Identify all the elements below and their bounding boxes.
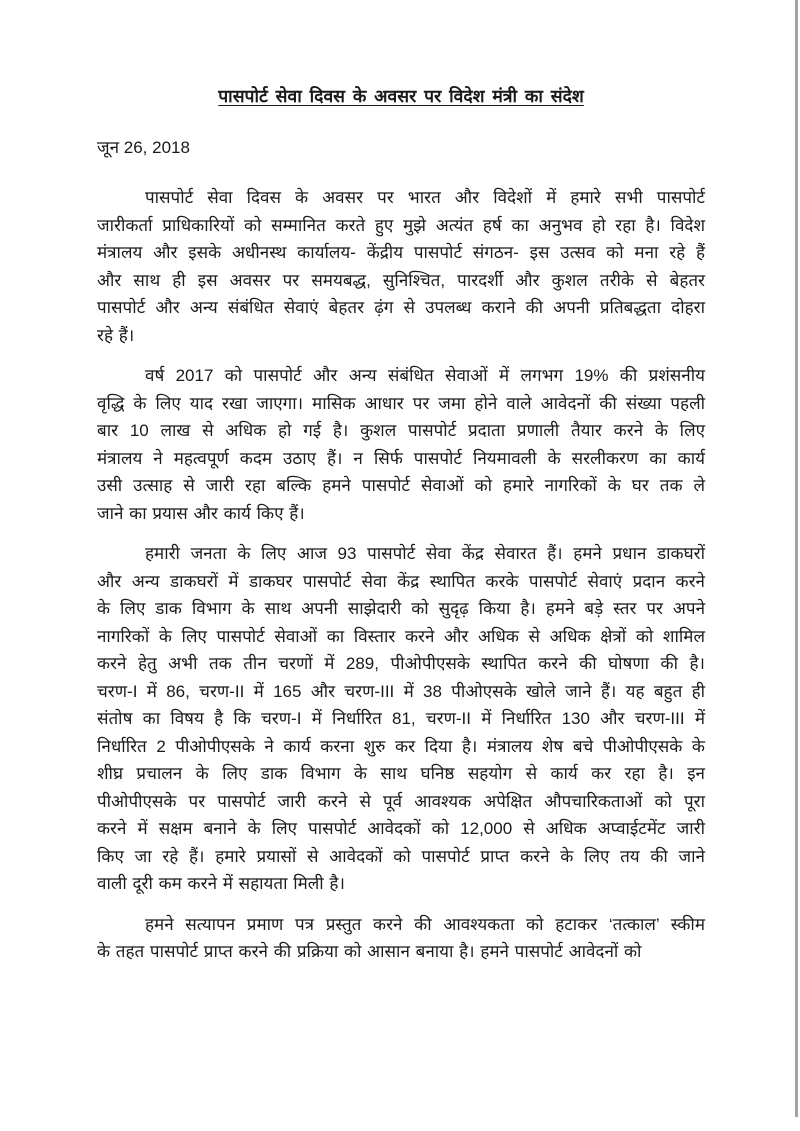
document-body	[97, 0, 705, 966]
paragraph-line: करने में सक्षम बनाने के लिए पासपोर्ट आवेदकों को 12,000 से अधिक अप्वाईटमेंट जारी	[97, 819, 705, 838]
paragraph-line: बार 10 लाख से अधिक हो गई है। कुशल पासपोर्ट प्रदाता प्रणाली तैयार करने के लिए	[97, 421, 705, 440]
paragraph-line: जाने का प्रयास और कार्य किए हैं।	[97, 503, 305, 523]
paragraph-line: रहे हैं।	[97, 325, 135, 345]
paragraph-line: मंत्रालय ने महत्वपूर्ण कदम उठाए हैं। न सिर्फ पासपोर्ट नियमावली के सरलीकरण का कार्य	[97, 448, 705, 468]
paragraph-line: जारीकर्ता प्राधिकारियों को सम्मानित करते हुए मुझे अत्यंत हर्ष का अनुभव हो रहा है। विदेश	[97, 215, 705, 235]
document-date: जून 26, 2018	[97, 138, 190, 157]
paragraph-line: संतोष का विषय है कि चरण-I में निर्धारित 81, चरण-II में निर्धारित 130 और चरण-III में	[97, 709, 705, 728]
paragraph-line: और साथ ही इस अवसर पर समयबद्ध, सुनिश्चित, पारदर्शी और कुशल तरीके से बेहतर	[97, 270, 705, 290]
paragraph-line: निर्धारित 2 पीओपीएसके ने कार्य करना शुरु कर दिया है। मंत्रालय शेष बचे पीओपीएसके के	[97, 736, 705, 756]
paragraph-4	[97, 911, 705, 966]
paragraph-line: हमने सत्यापन प्रमाण पत्र प्रस्तुत करने की आवश्यकता को हटाकर ‘तत्काल’ स्कीम	[145, 914, 705, 934]
paragraph-line: उसी उत्साह से जारी रहा बल्कि हमने पासपोर्ट सेवाओं को हमारे नागरिकों के घर तक ले	[97, 476, 705, 495]
paragraph-line: वृद्धि के लिए याद रखा जाएगा। मासिक आधार पर जमा होने वाले आवेदनों की संख्या पहली	[97, 393, 705, 413]
paragraph-2	[97, 362, 705, 527]
paragraph-line: शीघ्र प्रचालन के लिए डाक विभाग के साथ घनिष्ठ सहयोग से कार्य कर रहा है। इन	[97, 764, 705, 783]
document-title: पासपोर्ट सेवा दिवस के अवसर पर विदेश मंत्री का संदेश	[218, 86, 584, 106]
paragraph-line: करने हेतु अभी तक तीन चरणों में 289, पीओपीएसके स्थापित करने की घोषणा की है।	[97, 654, 705, 673]
paragraph-line: हमारी जनता के लिए आज 93 पासपोर्ट सेवा केंद्र सेवारत हैं। हमने प्रधान डाकघरों	[145, 544, 705, 563]
paragraph-line: पासपोर्ट सेवा दिवस के अवसर पर भारत और विदेशों में हमारे सभी पासपोर्ट	[145, 188, 705, 207]
scan-edge-artifact	[795, 0, 798, 1117]
paragraph-line: और अन्य डाकघरों में डाकघर पासपोर्ट सेवा केंद्र स्थापित करके पासपोर्ट सेवाएं प्रदान करने	[97, 571, 705, 591]
paragraph-line: वर्ष 2017 को पासपोर्ट और अन्य संबंधित सेवाओं में लगभग 19% की प्रशंसनीय	[145, 366, 705, 385]
paragraph-line: के लिए डाक विभाग के साथ अपनी साझेदारी को सुदृढ़ किया है। हमने बड़े स्तर पर अपने	[97, 599, 705, 618]
paragraph-3	[97, 540, 705, 898]
paragraph-line: मंत्रालय और इसके अधीनस्थ कार्यालय- केंद्रीय पासपोर्ट संगठन- इस उत्सव को मना रहे हैं	[97, 243, 705, 262]
paragraph-line: के तहत पासपोर्ट प्राप्त करने की प्रक्रिया को आसान बनाया है। हमने पासपोर्ट आवेदनों को	[97, 942, 642, 961]
paragraph-line: नागरिकों के लिए पासपोर्ट सेवाओं का विस्तार करने और अधिक से अधिक क्षेत्रों को शामिल	[97, 626, 705, 646]
paragraph-line: पासपोर्ट और अन्य संबंधित सेवाएं बेहतर ढ़ंग से उपलब्ध कराने की अपनी प्रतिबद्धता दोहरा	[97, 298, 705, 317]
paragraph-line: वाली दूरी कम करने में सहायता मिली है।	[97, 874, 345, 893]
paragraph-line: पीओपीएसके पर पासपोर्ट जारी करने से पूर्व आवश्यक अपेक्षित औपचारिकताओं को पूरा	[97, 791, 705, 811]
paragraph-line: किए जा रहे हैं। हमारे प्रयासों से आवेदकों को पासपोर्ट प्राप्त करने के लिए तय की जाने	[97, 846, 705, 866]
paragraph-1	[97, 184, 705, 349]
paragraph-line: चरण-I में 86, चरण-II में 165 और चरण-III में 38 पीओएसके खोले जाने हैं। यह बहुत ही	[97, 681, 705, 701]
